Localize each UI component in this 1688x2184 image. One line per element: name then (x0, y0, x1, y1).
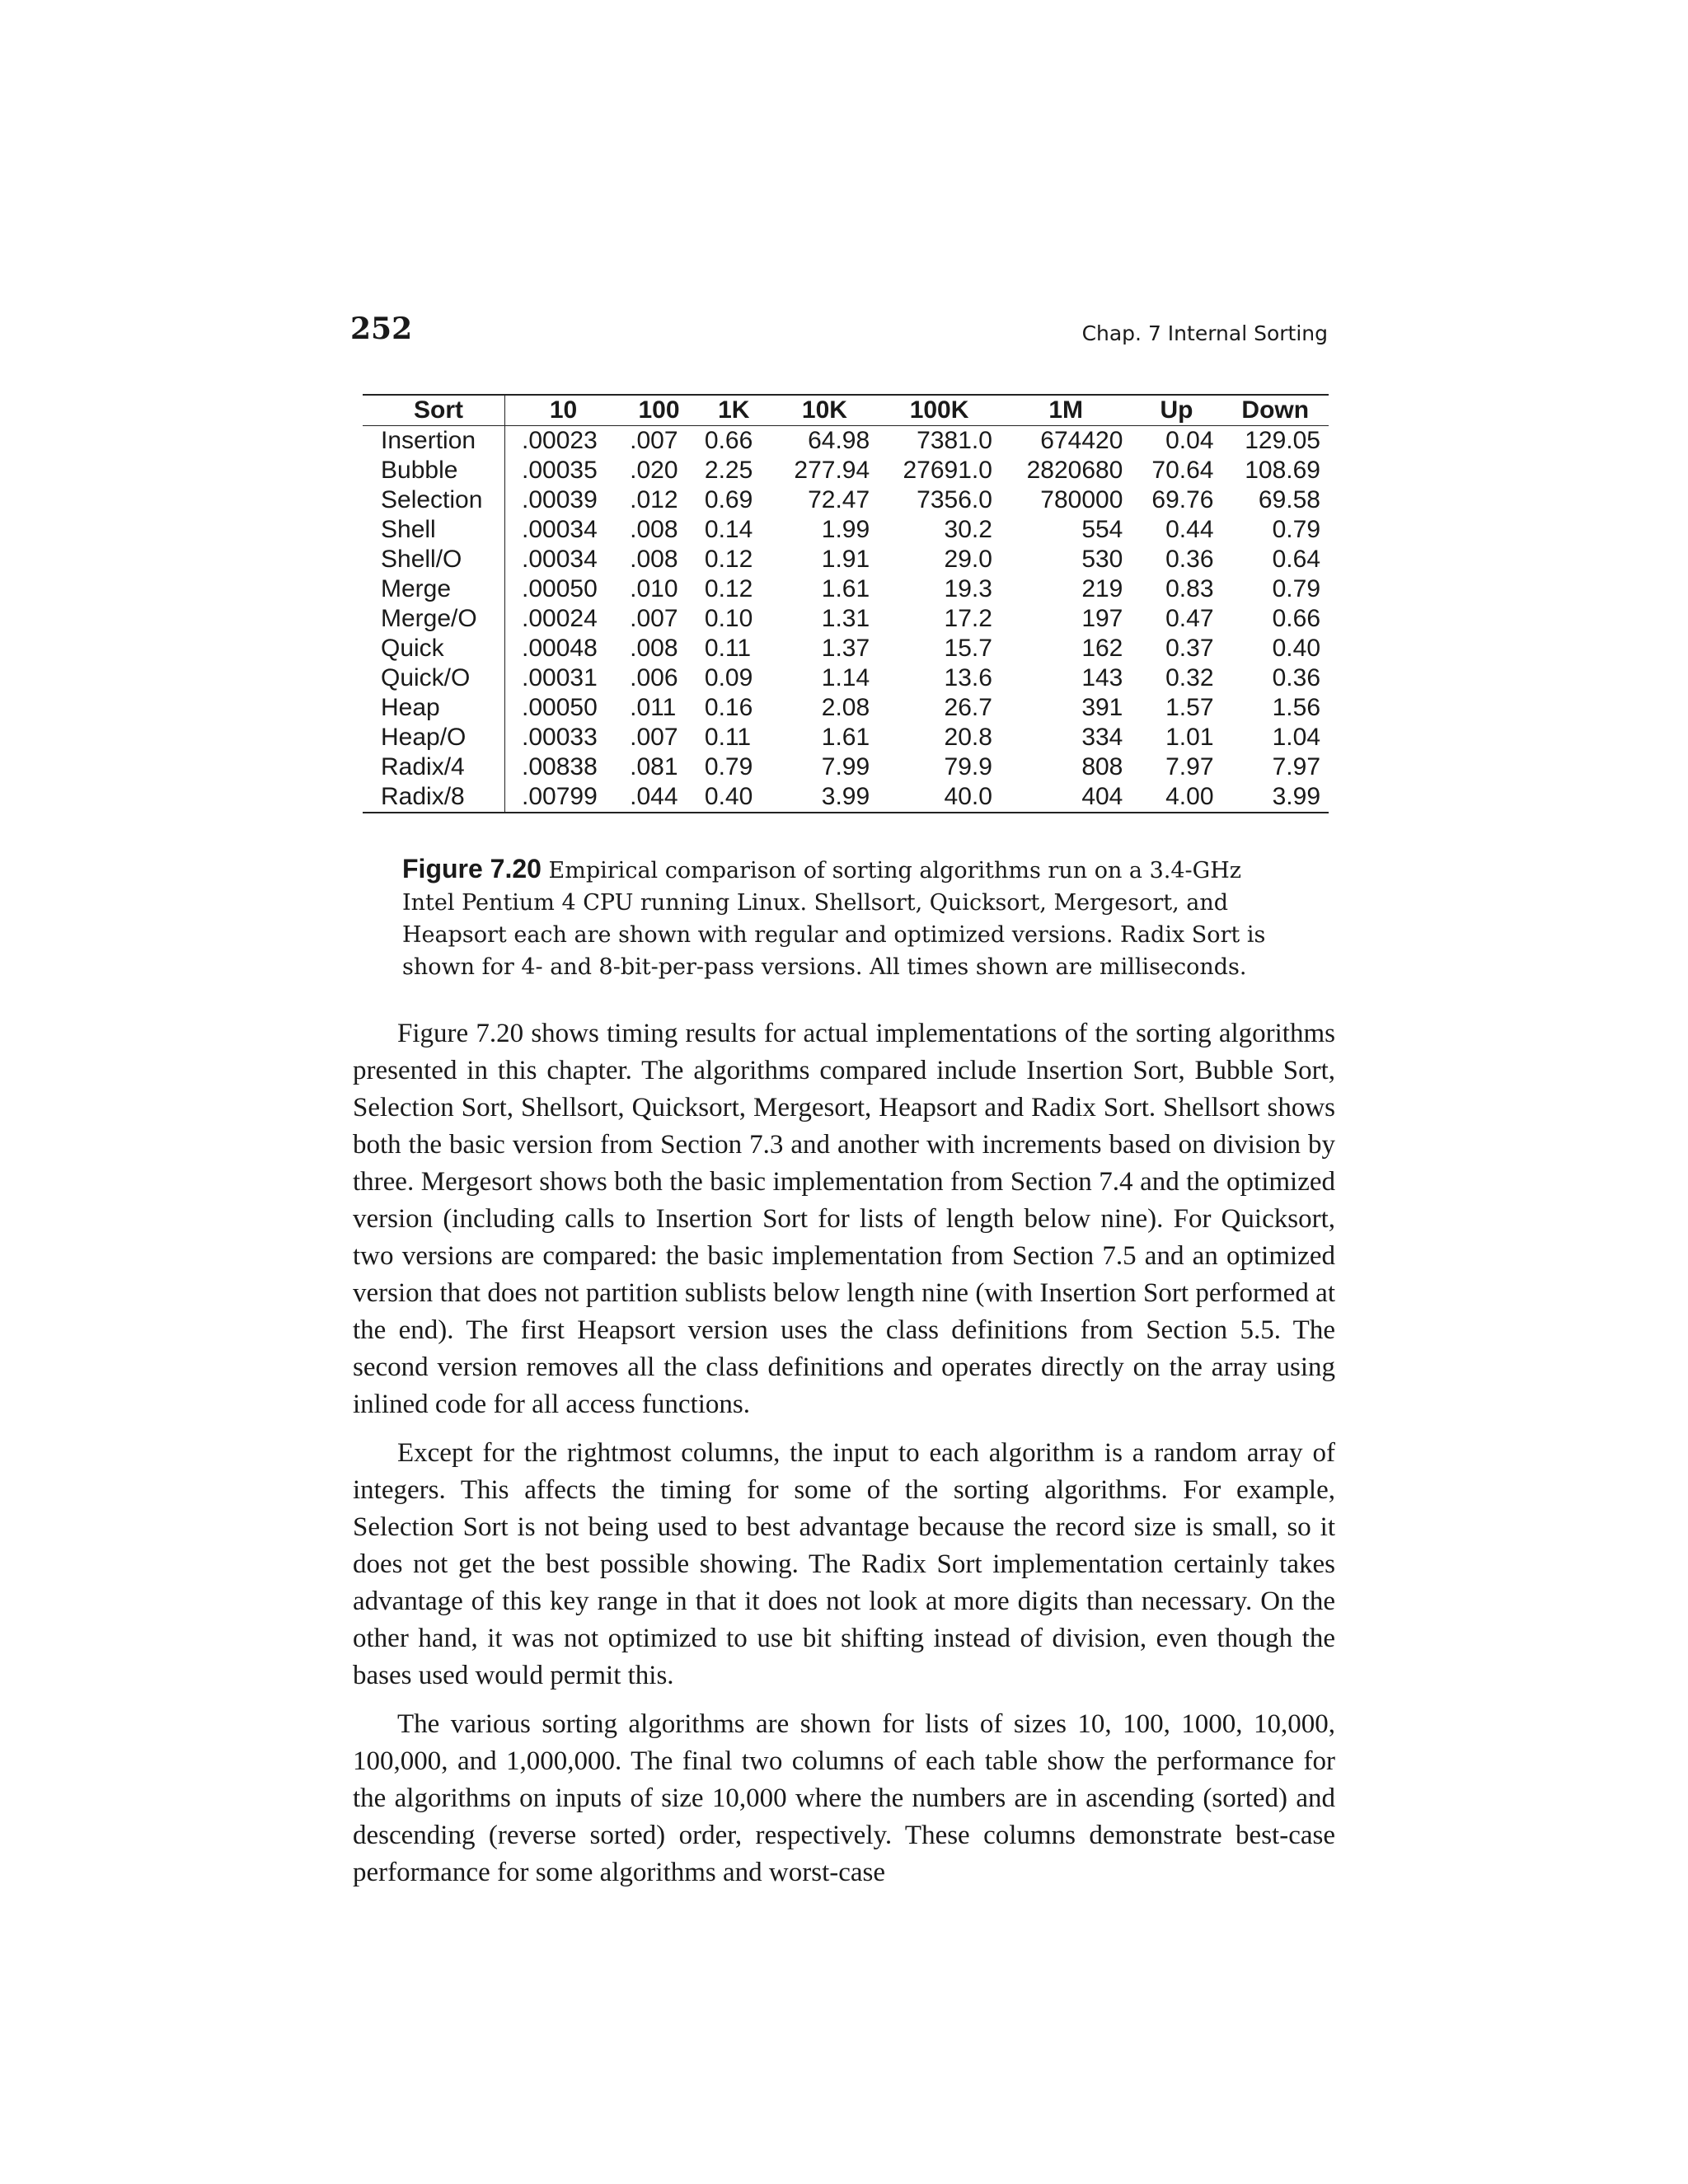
algorithm-name-cell: Quick (363, 634, 505, 663)
timing-cell: 0.79 (1272, 575, 1320, 602)
timing-cell: .006 (630, 664, 678, 691)
timing-cell: 1.31 (821, 605, 870, 632)
table-row (363, 545, 1329, 574)
timing-cell: .00023 (522, 427, 598, 454)
timing-cell: 530 (1081, 546, 1123, 573)
timing-cell: 391 (1081, 694, 1123, 721)
timing-cell: 0.16 (704, 694, 753, 721)
timing-cell: 554 (1081, 516, 1123, 543)
timing-cell: 1.56 (1272, 694, 1320, 721)
timing-cell: 0.10 (704, 605, 753, 632)
timing-cell: .00050 (522, 575, 598, 602)
timing-cell: 0.64 (1272, 546, 1320, 573)
timing-cell: .00024 (522, 605, 598, 632)
timing-cell: 72.47 (808, 486, 870, 513)
timing-cell: .00035 (522, 457, 598, 484)
column-header: Down (1222, 395, 1329, 426)
timing-cell: 108.69 (1245, 457, 1320, 484)
figure-caption (402, 853, 1292, 983)
timing-cell: 7.97 (1272, 753, 1320, 780)
column-header: Sort (363, 395, 505, 426)
body-text (353, 1015, 1335, 1903)
timing-cell: .00034 (522, 516, 598, 543)
timing-cell: 1.99 (821, 516, 870, 543)
timing-cell: .007 (630, 724, 678, 751)
algorithm-name-cell: Shell/O (363, 545, 505, 574)
timing-cell: 0.11 (704, 635, 752, 662)
table-row (363, 634, 1329, 663)
timing-cell: 0.79 (1272, 516, 1320, 543)
column-header: 100 (621, 395, 696, 426)
algorithm-name-cell: Bubble (363, 456, 505, 485)
table-row (363, 574, 1329, 604)
timing-cell: 1.01 (1165, 724, 1214, 751)
timing-cell: 143 (1081, 664, 1123, 691)
table-body (363, 426, 1329, 813)
timing-cell: 27691.0 (903, 457, 992, 484)
timing-cell: 674420 (1040, 427, 1123, 454)
timing-cell: 69.58 (1258, 486, 1320, 513)
timing-cell: .00034 (522, 546, 598, 573)
timing-cell: 0.44 (1165, 516, 1214, 543)
timing-cell: 17.2 (944, 605, 992, 632)
column-header: 100K (878, 395, 1001, 426)
timing-cell: 2.25 (704, 457, 753, 484)
timing-cell: .012 (630, 486, 678, 513)
timing-cell: 2820680 (1026, 457, 1123, 484)
timing-cell: 0.12 (704, 575, 753, 602)
timing-cell: 219 (1081, 575, 1123, 602)
timing-cell: 20.8 (944, 724, 992, 751)
timing-cell: 1.61 (821, 575, 870, 602)
algorithm-name-cell: Merge/O (363, 604, 505, 634)
timing-cell: 0.09 (704, 664, 753, 691)
timing-cell: .011 (630, 694, 677, 721)
timing-cell: 808 (1081, 753, 1123, 780)
timing-cell: 30.2 (944, 516, 992, 543)
algorithm-name-cell: Radix/4 (363, 752, 505, 782)
table-row (363, 663, 1329, 693)
timing-cell: 0.69 (704, 486, 753, 513)
timing-cell: 70.64 (1151, 457, 1214, 484)
paragraph: The various sorting algorithms are shown for lists of sizes 10, 100, 1000, 10,000, 100,000, and 1,000,000. The final two columns of each table show the performance for the algorithms on inputs of size 10,000 where the numbers are in ascending (sorted) and descending (reverse sorted) order, respectively. These columns demonstrate best-case performance for some algorithms and worst-case (353, 1709, 1335, 1887)
timing-cell: 780000 (1040, 486, 1123, 513)
column-header: Up (1131, 395, 1221, 426)
timing-cell: 1.61 (821, 724, 870, 751)
timing-cell: .008 (630, 546, 678, 573)
algorithm-name-cell: Selection (363, 485, 505, 515)
timing-cell: .00838 (522, 753, 598, 780)
timing-cell: 64.98 (808, 427, 870, 454)
timing-cell: 7381.0 (917, 427, 992, 454)
timing-cell: 404 (1081, 783, 1123, 810)
algorithm-name-cell: Shell (363, 515, 505, 545)
timing-cell: 3.99 (821, 783, 870, 810)
table-row (363, 426, 1329, 457)
timing-cell: 79.9 (944, 753, 992, 780)
timing-cell: 29.0 (944, 546, 992, 573)
timing-cell: 3.99 (1272, 783, 1320, 810)
timing-cell: 162 (1081, 635, 1123, 662)
timing-cell: 15.7 (944, 635, 992, 662)
timing-cell: .00048 (522, 635, 598, 662)
timing-cell: 129.05 (1245, 427, 1320, 454)
timing-cell: 7.99 (821, 753, 870, 780)
timing-cell: .010 (630, 575, 678, 602)
figure-label: Figure 7.20 (402, 854, 542, 883)
timing-cell: .00031 (522, 664, 598, 691)
page-number: 252 (350, 312, 413, 346)
timing-cell: 7.97 (1165, 753, 1214, 780)
timing-cell: 0.40 (704, 783, 753, 810)
timing-cell: .008 (630, 516, 678, 543)
timing-cell: .020 (630, 457, 678, 484)
paragraph: Figure 7.20 shows timing results for actual implementations of the sorting algorithms presented in this chapter. The algorithms compared include Insertion Sort, Bubble Sort, Selection Sort, Shellsort, Quicksort, Mergesort, Heapsort and Radix Sort. Shellsort shows both the basic version from Section 7.3 and another with increments based on division by three. Mergesort shows both the basic implementation from Section 7.4 and the optimized version (including calls to Insertion Sort for lists of length below nine). For Quicksort, two versions are compared: the basic implementation from Section 7.5 and an optimized version that does not partition sublists below length nine (with Insertion Sort performed at the end). The first Heapsort version uses the class definitions from Section 5.5. The second version removes all the class definitions and operates directly on the array using inlined code for all access functions. (353, 1019, 1335, 1419)
algorithm-name-cell: Heap/O (363, 723, 505, 752)
timing-cell: 26.7 (944, 694, 992, 721)
algorithm-name-cell: Insertion (363, 426, 505, 457)
column-header: 1K (696, 395, 771, 426)
table-row (363, 752, 1329, 782)
timing-cell: 0.36 (1165, 546, 1214, 573)
timing-cell: 13.6 (944, 664, 992, 691)
timing-cell: .00033 (522, 724, 598, 751)
timing-cell: 0.79 (704, 753, 753, 780)
timing-cell: 1.14 (821, 664, 870, 691)
table-row (363, 515, 1329, 545)
figure-caption-text: Empirical comparison of sorting algorithms run on a 3.4-GHz Intel Pentium 4 CPU running Linux. Shellsort, Quicksort, Mergesort, and Heapsort each are shown with regular and optimized versions. Radix Sort is shown for 4- and 8-bit-per-pass versions. All times shown are milliseconds. (402, 858, 1266, 980)
algorithm-name-cell: Radix/8 (363, 782, 505, 813)
timing-cell: .081 (630, 753, 678, 780)
timing-cell: 2.08 (821, 694, 870, 721)
table-row (363, 604, 1329, 634)
table-row (363, 693, 1329, 723)
timing-cell: 7356.0 (917, 486, 992, 513)
timing-cell: 0.37 (1165, 635, 1214, 662)
timing-cell: 0.83 (1165, 575, 1214, 602)
running-head: Chap. 7 Internal Sorting (1081, 321, 1328, 345)
timing-cell: 1.37 (821, 635, 870, 662)
timing-cell: 0.40 (1272, 635, 1320, 662)
timing-cell: .00050 (522, 694, 598, 721)
timing-cell: 277.94 (794, 457, 870, 484)
algorithm-name-cell: Quick/O (363, 663, 505, 693)
timing-cell: 69.76 (1151, 486, 1214, 513)
timing-cell: 1.57 (1165, 694, 1214, 721)
table-row (363, 456, 1329, 485)
algorithm-name-cell: Heap (363, 693, 505, 723)
timing-cell: 0.04 (1165, 427, 1214, 454)
timing-results-table (363, 394, 1329, 813)
column-header: 1M (1001, 395, 1131, 426)
table-row (363, 782, 1329, 813)
timing-cell: 1.91 (821, 546, 870, 573)
timing-cell: 0.66 (704, 427, 753, 454)
timing-cell: 0.36 (1272, 664, 1320, 691)
timing-cell: .007 (630, 605, 678, 632)
timing-cell: .00799 (522, 783, 598, 810)
timing-cell: 0.47 (1165, 605, 1214, 632)
table-row (363, 723, 1329, 752)
timing-cell: 40.0 (944, 783, 992, 810)
timing-cell: 4.00 (1165, 783, 1214, 810)
timing-cell: 0.11 (704, 724, 752, 751)
timing-cell: 0.32 (1165, 664, 1214, 691)
table-row (363, 485, 1329, 515)
timing-cell: 0.66 (1272, 605, 1320, 632)
timing-cell: .00039 (522, 486, 598, 513)
table-header-row (363, 395, 1329, 426)
timing-cell: 1.04 (1272, 724, 1320, 751)
algorithm-name-cell: Merge (363, 574, 505, 604)
timing-cell: .007 (630, 427, 678, 454)
timing-cell: 0.12 (704, 546, 753, 573)
timing-cell: 19.3 (944, 575, 992, 602)
timing-cell: 197 (1081, 605, 1123, 632)
paragraph: Except for the rightmost columns, the input to each algorithm is a random array of integers. This affects the timing for some of the sorting algorithms. For example, Selection Sort is not being used to best advantage because the record size is small, so it does not get the best possible showing. The Radix Sort implementation certainly takes advantage of this key range in that it does not look at more digits than necessary. On the other hand, it was not optimized to use bit shifting instead of division, even though the bases used would permit this. (353, 1438, 1335, 1690)
timing-cell: .044 (630, 783, 678, 810)
timing-cell: 334 (1081, 724, 1123, 751)
column-header: 10K (771, 395, 878, 426)
timing-cell: .008 (630, 635, 678, 662)
timing-cell: 0.14 (704, 516, 753, 543)
column-header: 10 (505, 395, 622, 426)
